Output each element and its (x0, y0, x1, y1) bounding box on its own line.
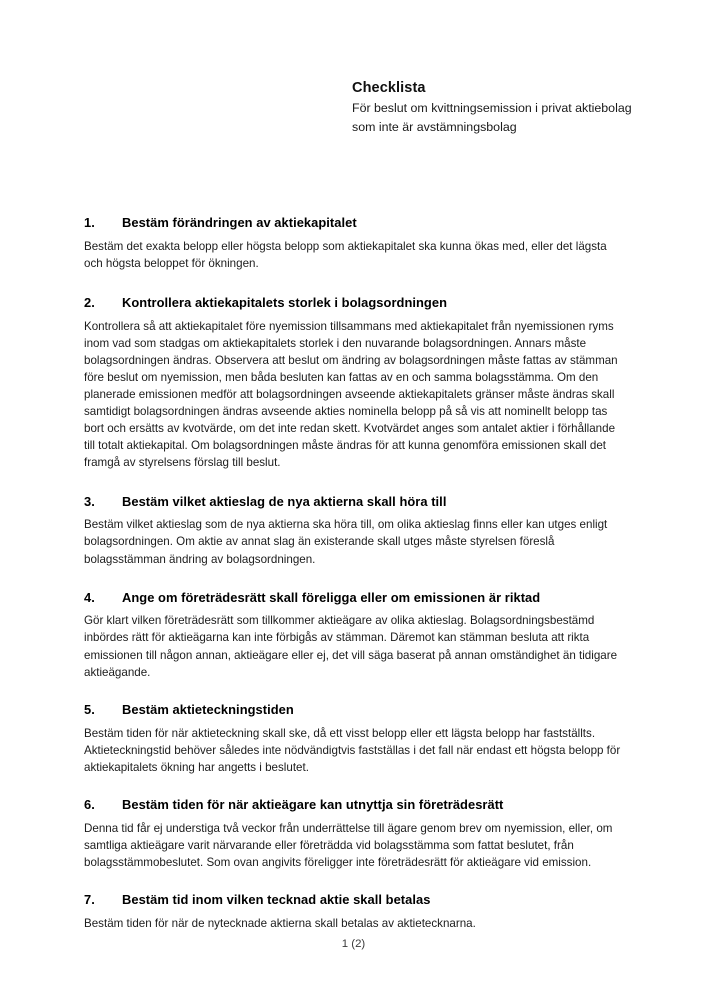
section-title-4: Ange om företrädesrätt skall föreligga eller om emissionen är riktad (122, 589, 541, 605)
section-heading-3 (84, 494, 624, 511)
section-title-7: Bestäm tid inom vilken tecknad aktie skall betalas (122, 891, 431, 907)
section-title-6: Bestäm tiden för när aktieägare kan utnyttja sin företrädesrätt (122, 796, 504, 812)
checklist-section-6 (84, 797, 624, 871)
checklist-sections (84, 215, 624, 932)
section-body-1: Bestäm det exakta belopp eller högsta belopp som aktiekapitalet ska kunna ökas med, eller det lägsta och högsta beloppet för ökningen. (84, 239, 607, 270)
section-heading-2 (84, 295, 624, 312)
checklist-section-2 (84, 295, 624, 472)
checklist-section-4 (84, 590, 624, 681)
section-number-6: 6. (84, 796, 95, 812)
section-heading-7 (84, 892, 624, 909)
section-body-6: Denna tid får ej understiga två veckor från underrättelse till ägare genom brev om nyemission, eller, om samtliga aktieägare varit närvarande eller företrädda vid bolagsstämma som fattat beslutet, från bolagsstämmobeslutet. Som ovan angivits föreligger inte företrädesrätt för aktieägare vid emission. (84, 821, 613, 869)
section-number-2: 2. (84, 294, 95, 310)
section-body-5: Bestäm tiden för när aktieteckning skall ske, då ett visst belopp eller ett lägsta belopp har fastställts. Aktieteckningstid behöver således inte nödvändigtvis fastställas i det fall när endast ett högsta belopp för aktiekapitalets ökning har angetts i beslutet. (84, 726, 621, 774)
section-heading-5 (84, 702, 624, 719)
section-body-3: Bestäm vilket aktieslag som de nya aktierna ska höra till, om olika aktieslag finns eller kan utges enligt bolagsordningen. Om aktie av annat slag än existerande skall utges måste styrelsen föreslå bolagsstämman ändring av bolagsordningen. (84, 518, 608, 566)
section-heading-6 (84, 797, 624, 814)
section-title-2: Kontrollera aktiekapitalets storlek i bolagsordningen (122, 294, 447, 310)
checklist-section-3 (84, 494, 624, 568)
section-number-5: 5. (84, 701, 95, 717)
section-body-4: Gör klart vilken företrädesrätt som tillkommer aktieägare av olika aktieslag. Bolagsordningsbestämd inbördes rätt för aktieägarna kan inte förbigås av stämman. Däremot kan stämman besluta att rikta emissionen till någon annan, aktieägare eller ej, det vill säga baserat på annan omständighet än tidigare aktieägande. (84, 614, 618, 679)
section-title-1: Bestäm förändringen av aktiekapitalet (122, 215, 357, 230)
document-header (352, 79, 642, 137)
page-number: 1 (2) (341, 938, 366, 950)
section-heading-4 (84, 590, 624, 607)
section-body-7: Bestäm tiden för när de nytecknade aktierna skall betalas av aktietecknarna. (84, 916, 476, 930)
page-footer (0, 938, 707, 950)
section-title-5: Bestäm aktieteckningstiden (122, 701, 294, 717)
page-subtitle: För beslut om kvittningsemission i privat aktiebolag som inte är avstämningsbolag (352, 101, 632, 134)
section-number-4: 4. (84, 589, 95, 605)
page-title: Checklista (352, 80, 426, 96)
checklist-section-5 (84, 702, 624, 776)
section-title-3: Bestäm vilket aktieslag de nya aktierna skall höra till (122, 493, 447, 509)
section-number-3: 3. (84, 493, 95, 509)
section-heading-1 (84, 215, 624, 232)
section-number-1: 1. (84, 215, 95, 230)
section-body-2: Kontrollera så att aktiekapitalet före nyemission tillsammans med aktiekapitalet från nyemissionen ryms inom vad som stadgas om aktiekapitalets storlek i den nuvarande bolagsordningen. Annars måste bolagsordningen ändras. Observera att beslut om ändring av bolagsordningen måste fattas av stämman före beslut om nyemission, men båda besluten kan fattas av en och samma bolagsstämma. Om den planerade emissionen medför att bolagsordningen avseende aktiekapitalets gränser måste ändras skall samtidigt bolagsordningen ändras avseende akties nominella belopp på så vis att nominellt belopp tas bort och ersätts av kvotvärde, om det inte redan skett. Kvotvärdet anges som antalet aktier i förhållande till totalt aktiekapital. Om bolagsordningen måste ändras för att kunna genomföra emissionen skall det framgå av styrelsens förslag till beslut. (84, 319, 618, 470)
checklist-section-1 (84, 215, 624, 272)
section-number-7: 7. (84, 891, 95, 907)
checklist-section-7 (84, 892, 624, 932)
